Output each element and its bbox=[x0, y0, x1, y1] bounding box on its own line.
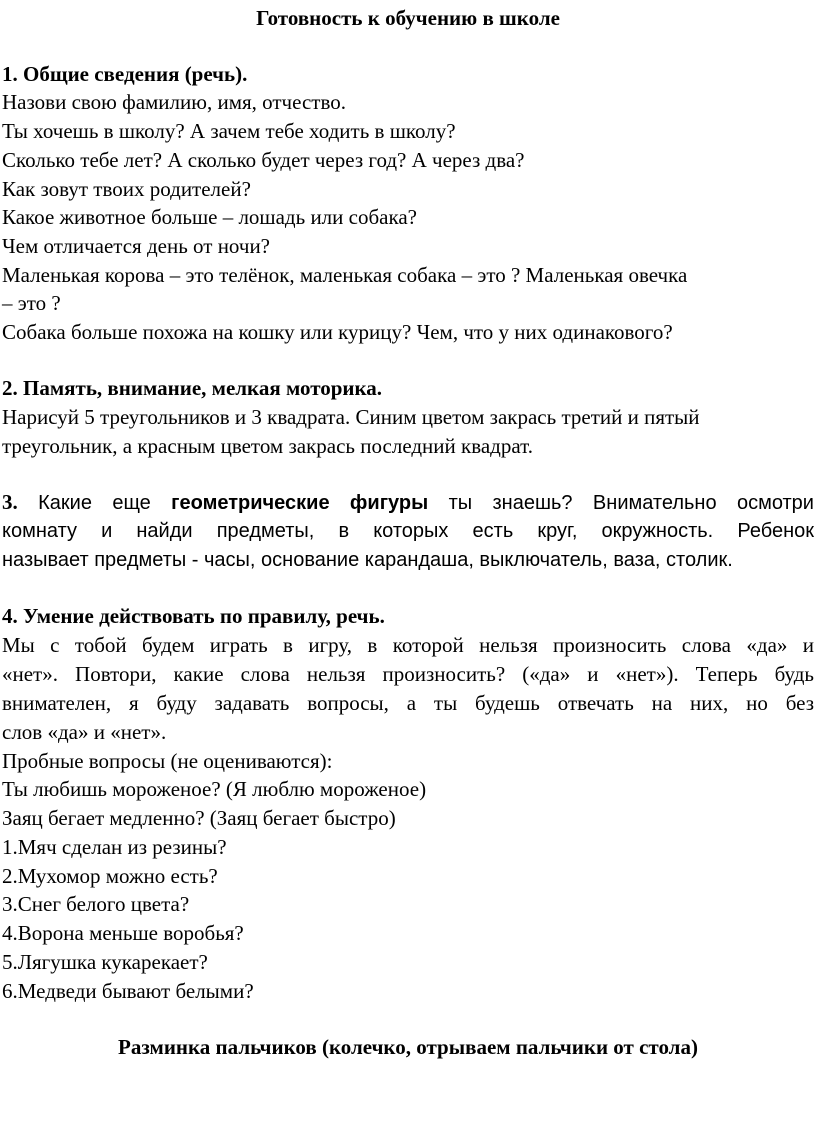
section-4-line: 1.Мяч сделан из резины? bbox=[2, 835, 227, 859]
section-3-bold-term: геометрические фигуры bbox=[171, 492, 429, 514]
section-4-line: Пробные вопросы (не оцениваются): bbox=[2, 749, 333, 773]
section-3-line-1 bbox=[2, 488, 814, 516]
section-2-line: Нарисуй 5 треугольников и 3 квадрата. Синим цветом закрась третий и пятый bbox=[2, 405, 700, 429]
section-3-number: 3. bbox=[2, 490, 18, 514]
section-3-text-a: Какие еще bbox=[38, 492, 151, 514]
page-title: Готовность к обучению в школе bbox=[256, 6, 560, 30]
section-3-line-2: комнату и найди предметы, в которых есть круг, окружность. Ребенок bbox=[2, 520, 814, 542]
section-4-line: 5.Лягушка кукарекает? bbox=[2, 950, 208, 974]
section-4-line: 3.Снег белого цвета? bbox=[2, 892, 190, 916]
section-1-line: Сколько тебе лет? А сколько будет через год? А через два? bbox=[2, 148, 525, 172]
section-1-line: Как зовут твоих родителей? bbox=[2, 177, 251, 201]
section-1-line: Ты хочешь в школу? А зачем тебе ходить в школу? bbox=[2, 119, 456, 143]
section-1-line: Назови свою фамилию, имя, отчество. bbox=[2, 90, 346, 114]
section-4-line: слов «да» и «нет». bbox=[2, 720, 167, 744]
section-1-line: Чем отличается день от ночи? bbox=[2, 234, 271, 258]
section-1-line: – это ? bbox=[2, 291, 61, 315]
section-1-line: Какое животное больше – лошадь или собака? bbox=[2, 205, 417, 229]
section-4-heading: 4. Умение действовать по правилу, речь. bbox=[2, 604, 385, 628]
section-1-heading: 1. Общие сведения (речь). bbox=[2, 62, 248, 86]
section-4-line: Ты любишь мороженое? (Я люблю мороженое) bbox=[2, 777, 427, 801]
section-1-line: Маленькая корова – это телёнок, маленькая собака – это ? Маленькая овечка bbox=[2, 263, 688, 287]
section-1-line: Собака больше похожа на кошку или курицу? Чем, что у них одинакового? bbox=[2, 320, 673, 344]
section-2-heading: 2. Память, внимание, мелкая моторика. bbox=[2, 376, 383, 400]
section-4-line: 2.Мухомор можно есть? bbox=[2, 864, 218, 888]
footer-heading: Разминка пальчиков (колечко, отрываем пальчики от стола) bbox=[118, 1035, 698, 1059]
section-2-line: треугольник, а красным цветом закрась последний квадрат. bbox=[2, 434, 533, 458]
section-3-line-3: называет предметы - часы, основание карандаша, выключатель, ваза, столик. bbox=[2, 549, 733, 571]
section-4-line: Заяц бегает медленно? (Заяц бегает быстро) bbox=[2, 806, 396, 830]
section-4-line: 6.Медведи бывают белыми? bbox=[2, 979, 254, 1003]
section-4-line: внимателен, я буду задавать вопросы, а ты будешь отвечать на них, но без bbox=[2, 691, 814, 715]
section-3-text-b: ты знаешь? Внимательно осмотри bbox=[448, 492, 814, 514]
section-4-line: «нет». Повтори, какие слова нельзя произносить? («да» и «нет»). Теперь будь bbox=[2, 662, 814, 686]
section-4-line: Мы с тобой будем играть в игру, в которой нельзя произносить слова «да» и bbox=[2, 633, 814, 657]
section-4-line: 4.Ворона меньше воробья? bbox=[2, 921, 244, 945]
